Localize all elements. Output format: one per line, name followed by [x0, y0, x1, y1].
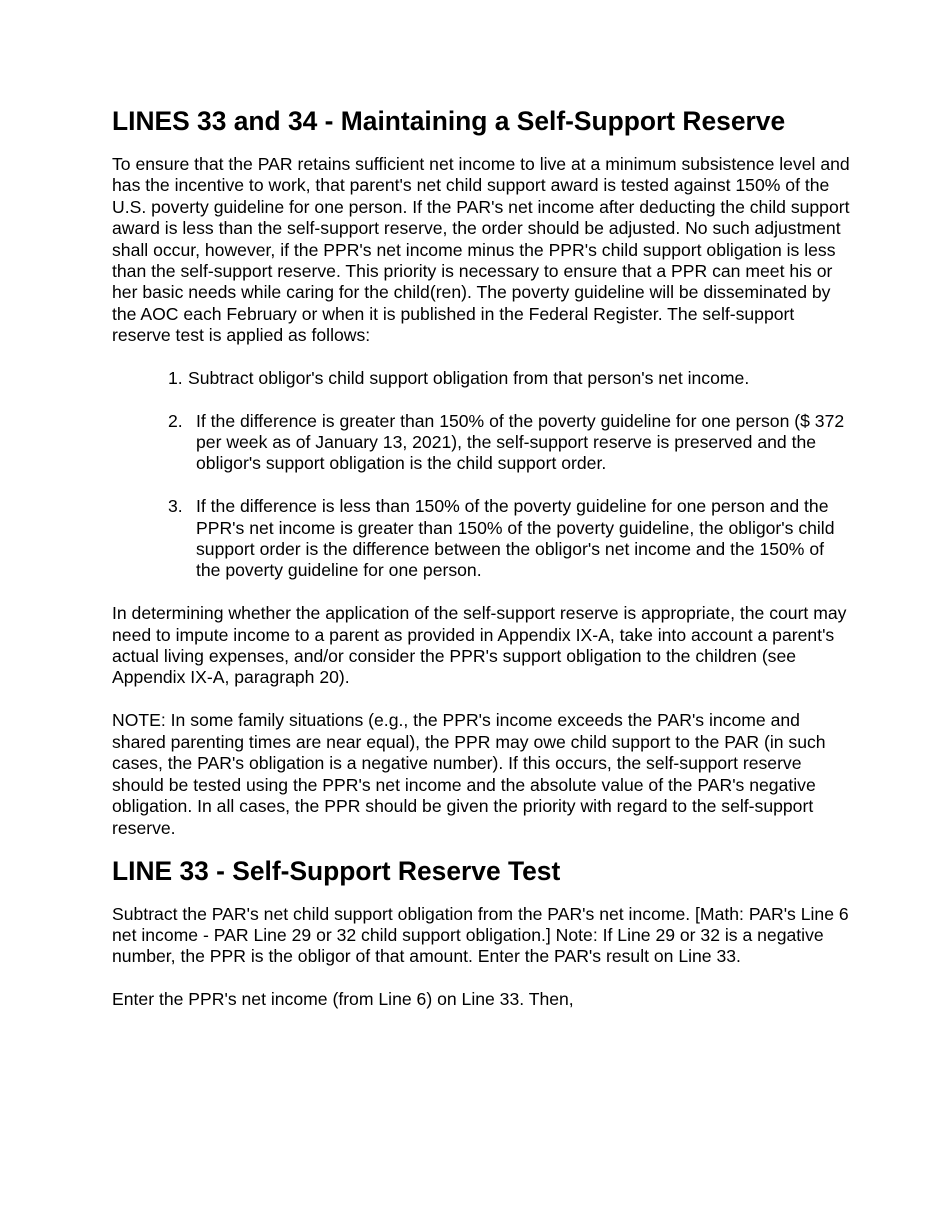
list-item-number: 1. — [168, 367, 183, 388]
steps-list — [112, 368, 852, 582]
ppr-paragraph: Enter the PPR's net income (from Line 6) on Line 33. Then, — [112, 989, 574, 1010]
list-item-number: 2. — [168, 410, 183, 431]
list-item-text: If the difference is greater than 150% of the poverty guideline for one person ($ 372 per week as of January 13, 2021), the self-support reserve is preserved and the obligor's support obligation is the child support order. — [196, 410, 845, 474]
list-item — [112, 496, 852, 582]
list-item-text: If the difference is less than 150% of the poverty guideline for one person and the PPR's net income is greater than 150% of the poverty guideline, the obligor's child support order is the difference between the obligor's net income and the 150% of the poverty guideline for one person. — [196, 496, 835, 581]
list-item-text: Subtract obligor's child support obligation from that person's net income. — [188, 367, 750, 388]
note-paragraph: NOTE: In some family situations (e.g., the PPR's income exceeds the PAR's income and shared parenting times are near equal), the PPR may owe child support to the PAR (in such cases, the PAR's obligation is a negative number). If this occurs, the self-support reserve should be tested using the PPR's net income and the absolute value of the PAR's negative obligation. In all cases, the PPR should be given the priority with regard to the self-support reserve. — [112, 710, 826, 838]
list-item — [112, 411, 852, 475]
list-item — [112, 368, 852, 389]
line33-paragraph: Subtract the PAR's net child support obligation from the PAR's net income. [Math: PAR's Line 6 net income - PAR Line 29 or 32 child support obligation.] Note: If Line 29 or 32 is a negative number, the PPR is the obligor of that amount. Enter the PAR's result on Line 33. — [112, 903, 849, 967]
section-heading-line-33: LINE 33 - Self-Support Reserve Test — [112, 855, 561, 886]
determining-paragraph: In determining whether the application of the self-support reserve is appropriate, the court may need to impute income to a parent as provided in Appendix IX-A, take into account a parent's actual living expenses, and/or consider the PPR's support obligation to the children (see Appendix IX-A, paragraph 20). — [112, 603, 847, 688]
list-item-number: 3. — [168, 496, 183, 517]
document-page — [112, 106, 852, 1011]
intro-paragraph: To ensure that the PAR retains sufficient net income to live at a minimum subsistence level and has the incentive to work, that parent's net child support award is tested against 150% of the U.S. poverty guideline for one person. If the PAR's net income after deducting the child support award is less than the self-support reserve, the order should be adjusted. No such adjustment shall occur, however, if the PPR's net income minus the PPR's child support obligation is less than the self-support reserve. This priority is necessary to ensure that a PPR can meet his or her basic needs while caring for the child(ren). The poverty guideline will be disseminated by the AOC each February or when it is published in the Federal Register. The self-support reserve test is applied as follows: — [112, 154, 850, 346]
section-heading-lines-33-34: LINES 33 and 34 - Maintaining a Self-Support Reserve — [112, 106, 786, 136]
